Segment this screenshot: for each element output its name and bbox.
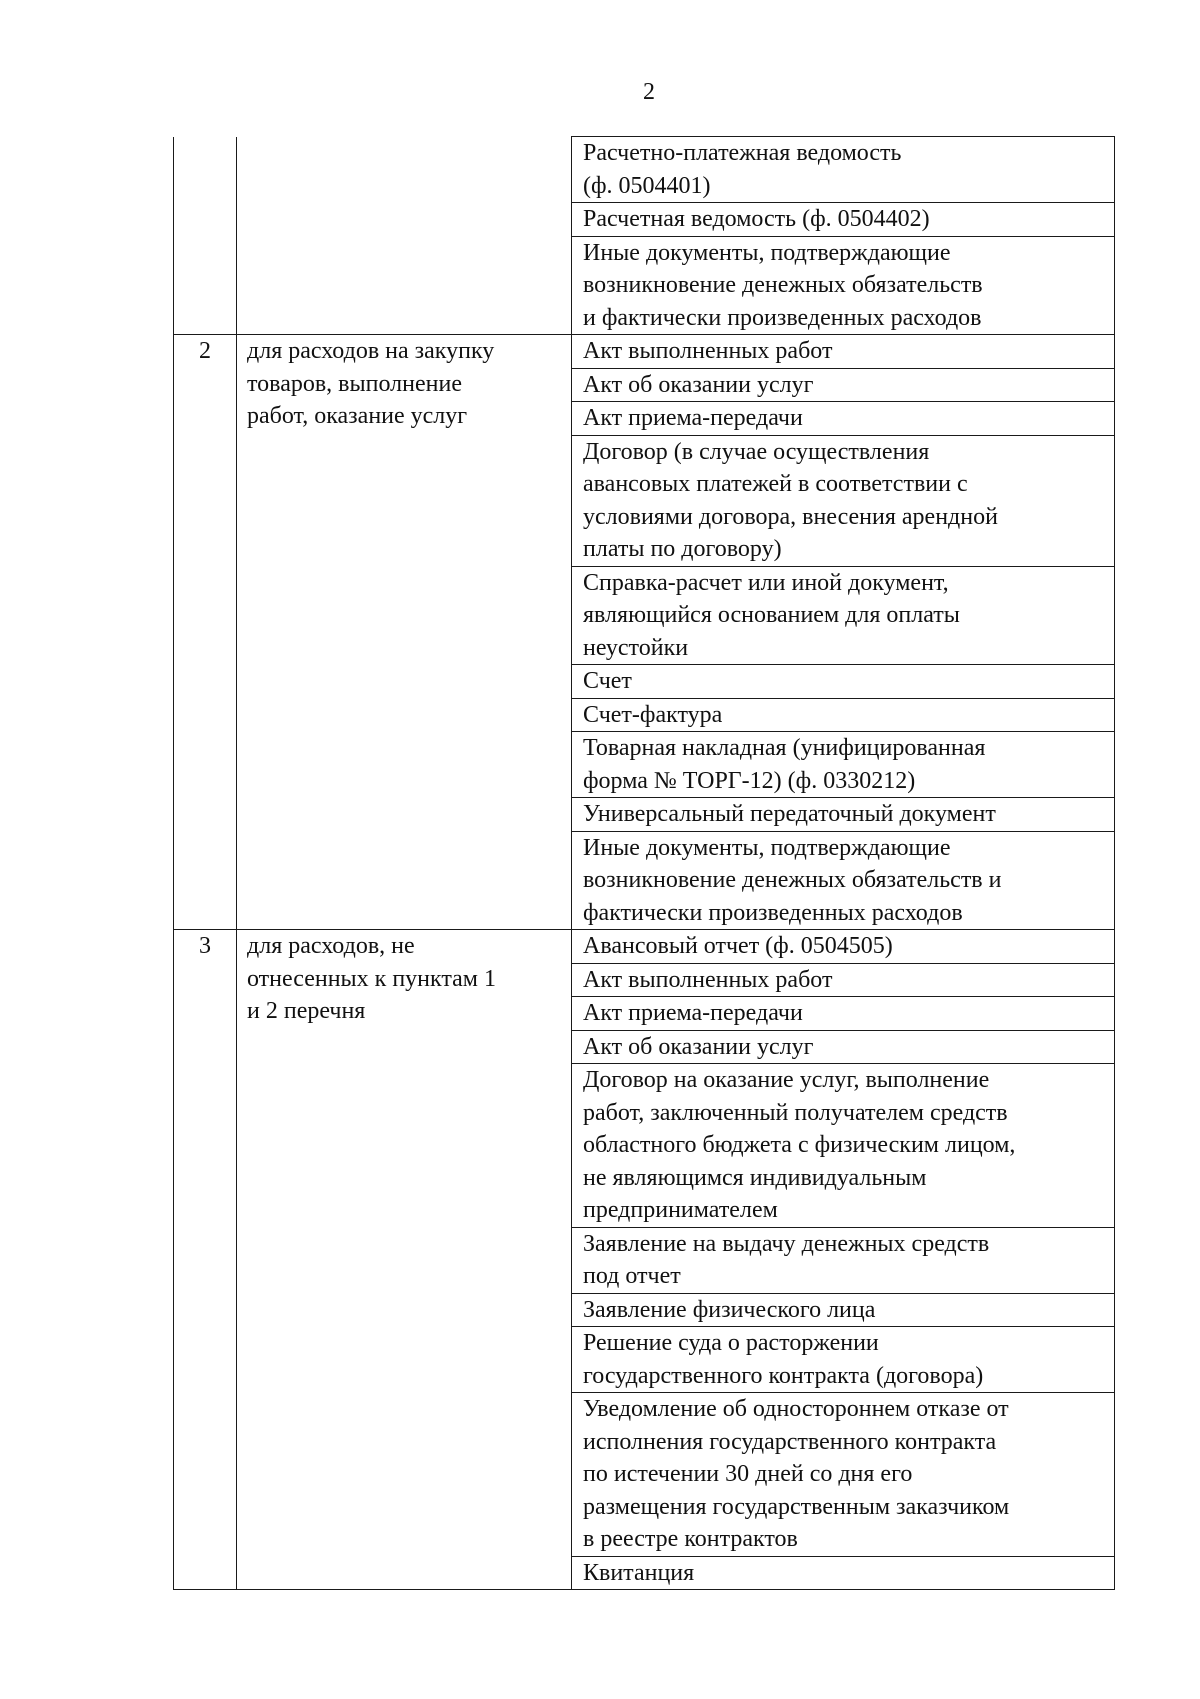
document-item: [572, 566, 1115, 665]
document-item-text: Акт выполненных работ: [583, 966, 833, 993]
document-item: [572, 435, 1115, 566]
section-category-text: для расходов, не отнесенных к пунктам 1 и 2 перечня: [247, 933, 496, 1024]
document-item-text: Универсальный передаточный документ: [583, 801, 996, 827]
document-item-text: Авансовый отчет (ф. 0504505): [583, 933, 893, 959]
document-item-text: Заявление на выдачу денежных средств под отчет: [583, 1230, 990, 1289]
section-number: 2: [174, 335, 237, 930]
document-item: [572, 1064, 1115, 1228]
document-item: [572, 831, 1115, 930]
section-number: [174, 137, 237, 335]
document-item: [572, 1327, 1115, 1393]
document-item-text: Решение суда о расторжении государственного контракта (договора): [583, 1330, 984, 1389]
document-item-text: Товарная накладная (унифицированная форма № ТОРГ-12) (ф. 0330212): [583, 735, 986, 794]
documents-table: [173, 136, 1115, 1590]
document-item-text: Договор на оказание услуг, выполнение работ, заключенный получателем средств областного бюджета с физическим лицом, не являющимся индивидуальным предпринимателем: [583, 1067, 1016, 1223]
table-row: [174, 335, 1115, 369]
document-item-text: Акт приема-передачи: [583, 1000, 803, 1026]
document-item: [572, 335, 1115, 369]
document-item: [572, 402, 1115, 436]
section-category-text: для расходов на закупку товаров, выполнение работ, оказание услуг: [247, 338, 495, 429]
section-category: [237, 335, 572, 930]
document-item-text: Договор (в случае осуществления авансовых платежей в соответствии с условиями договора, внесения арендной платы по договору): [583, 438, 998, 562]
document-item-text: Расчетно-платежная ведомость (ф. 0504401): [583, 140, 902, 199]
document-item: [572, 236, 1115, 335]
document-item-text: Акт выполненных работ: [583, 338, 833, 364]
table-row: [174, 137, 1115, 203]
page-number: 2: [643, 79, 655, 105]
document-item: [572, 732, 1115, 798]
document-item: [572, 698, 1115, 732]
document-item-text: Акт приема-передачи: [583, 405, 803, 431]
document-item: [572, 137, 1115, 203]
document-item-text: Счет: [583, 668, 632, 694]
document-item-text: Заявление физического лица: [583, 1296, 876, 1323]
document-item-text: Уведомление об одностороннем отказе от исполнения государственного контракта по истечении 30 дней со дня его размещения государственным заказчиком в реестре контрактов: [583, 1396, 1010, 1552]
document-item-text: Акт об оказании услуг: [583, 1033, 814, 1060]
document-item: [572, 930, 1115, 964]
document-item-text: Квитанция: [583, 1559, 695, 1586]
section-number: 3: [174, 930, 237, 1590]
document-item: [572, 203, 1115, 237]
document-item-text: Расчетная ведомость (ф. 0504402): [583, 206, 930, 232]
document-item-text: Счет-фактура: [583, 701, 723, 728]
document-item: [572, 1556, 1115, 1590]
document-item: [572, 665, 1115, 699]
table-row: [174, 930, 1115, 964]
document-item: [572, 1227, 1115, 1293]
document-item-text: Иные документы, подтверждающие возникновение денежных обязательств и фактически произведенных расходов: [583, 239, 983, 331]
document-item-text: Акт об оказании услуг: [583, 371, 814, 398]
document-item-text: Справка-расчет или иной документ, являющийся основанием для оплаты неустойки: [583, 569, 960, 661]
document-item: [572, 1393, 1115, 1557]
document-item: [572, 798, 1115, 832]
section-category: [237, 137, 572, 335]
section-category: [237, 930, 572, 1590]
document-item: [572, 1293, 1115, 1327]
document-item: [572, 368, 1115, 402]
document-item: [572, 997, 1115, 1031]
document-item-text: Иные документы, подтверждающие возникновение денежных обязательств и фактически произведенных расходов: [583, 834, 1002, 926]
document-item: [572, 1030, 1115, 1064]
document-item: [572, 963, 1115, 997]
